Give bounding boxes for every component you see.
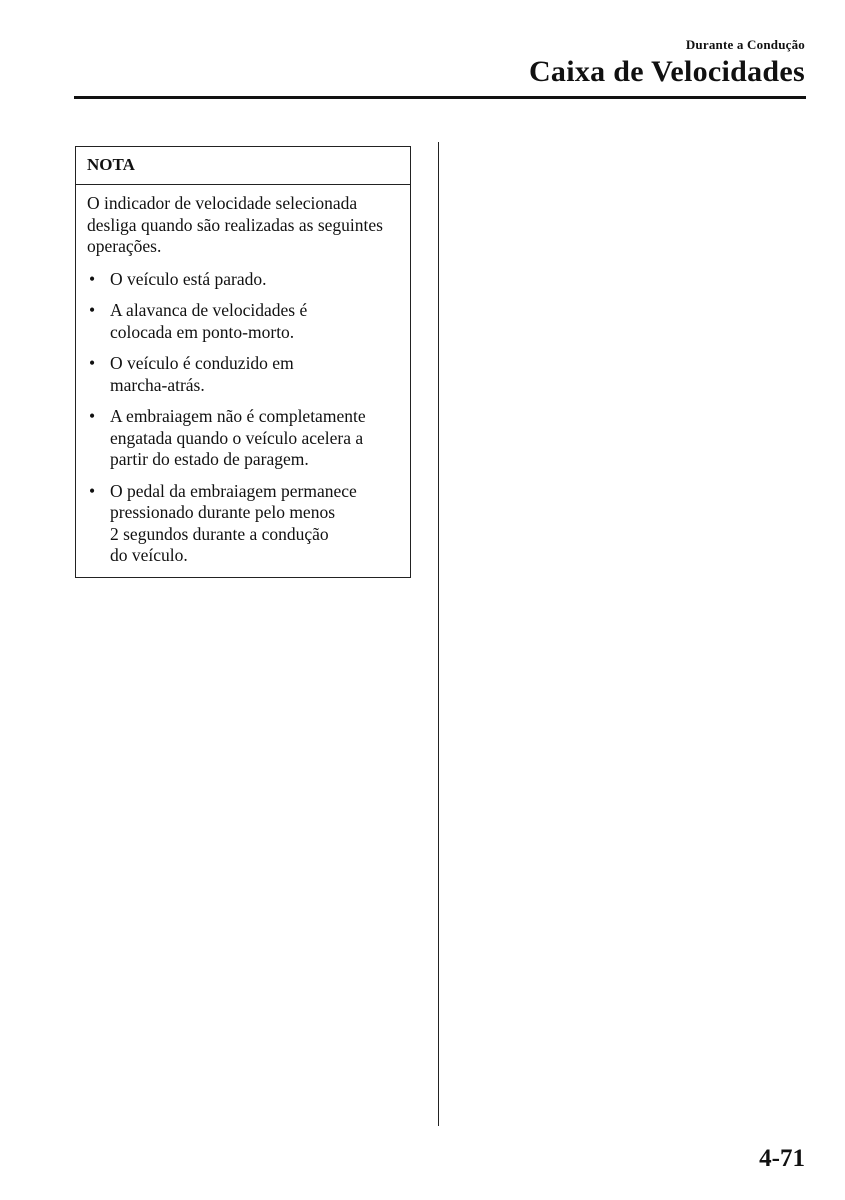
list-item <box>87 406 402 471</box>
page-title: Caixa de Velocidades <box>528 55 805 88</box>
list-item-text: A alavanca de velocidades é colocada em ponto-morto. <box>110 300 308 342</box>
page-number: 4-71 <box>759 1145 805 1172</box>
bullet-icon: • <box>89 268 96 289</box>
list-item-text: O veículo é conduzido em marcha-atrás. <box>110 353 294 395</box>
list-item-text: A embraiagem não é completamente engatada quando o veículo acelera a partir do estado de paragem. <box>110 406 366 469</box>
note-box <box>75 146 411 578</box>
note-heading: NOTA <box>76 147 410 185</box>
bullet-icon: • <box>89 406 96 426</box>
header-rule <box>74 96 806 99</box>
note-body <box>76 185 410 567</box>
bullet-icon: • <box>89 300 96 320</box>
note-intro: O indicador de velocidade selecionada desliga quando são realizadas as seguintes operações. <box>87 193 383 256</box>
list-item <box>87 269 402 291</box>
bullet-icon: • <box>89 480 96 501</box>
list-item-text: O veículo está parado. <box>110 268 267 289</box>
section-label: Durante a Condução <box>685 37 805 52</box>
note-list <box>87 269 402 567</box>
list-item-text: O pedal da embraiagem permanece pressionado durante pelo menos 2 segundos durante a condução do veículo. <box>110 480 357 565</box>
list-item <box>87 353 402 396</box>
list-item <box>87 481 402 567</box>
bullet-icon: • <box>89 353 96 373</box>
list-item <box>87 300 402 343</box>
column-divider <box>438 142 439 1126</box>
